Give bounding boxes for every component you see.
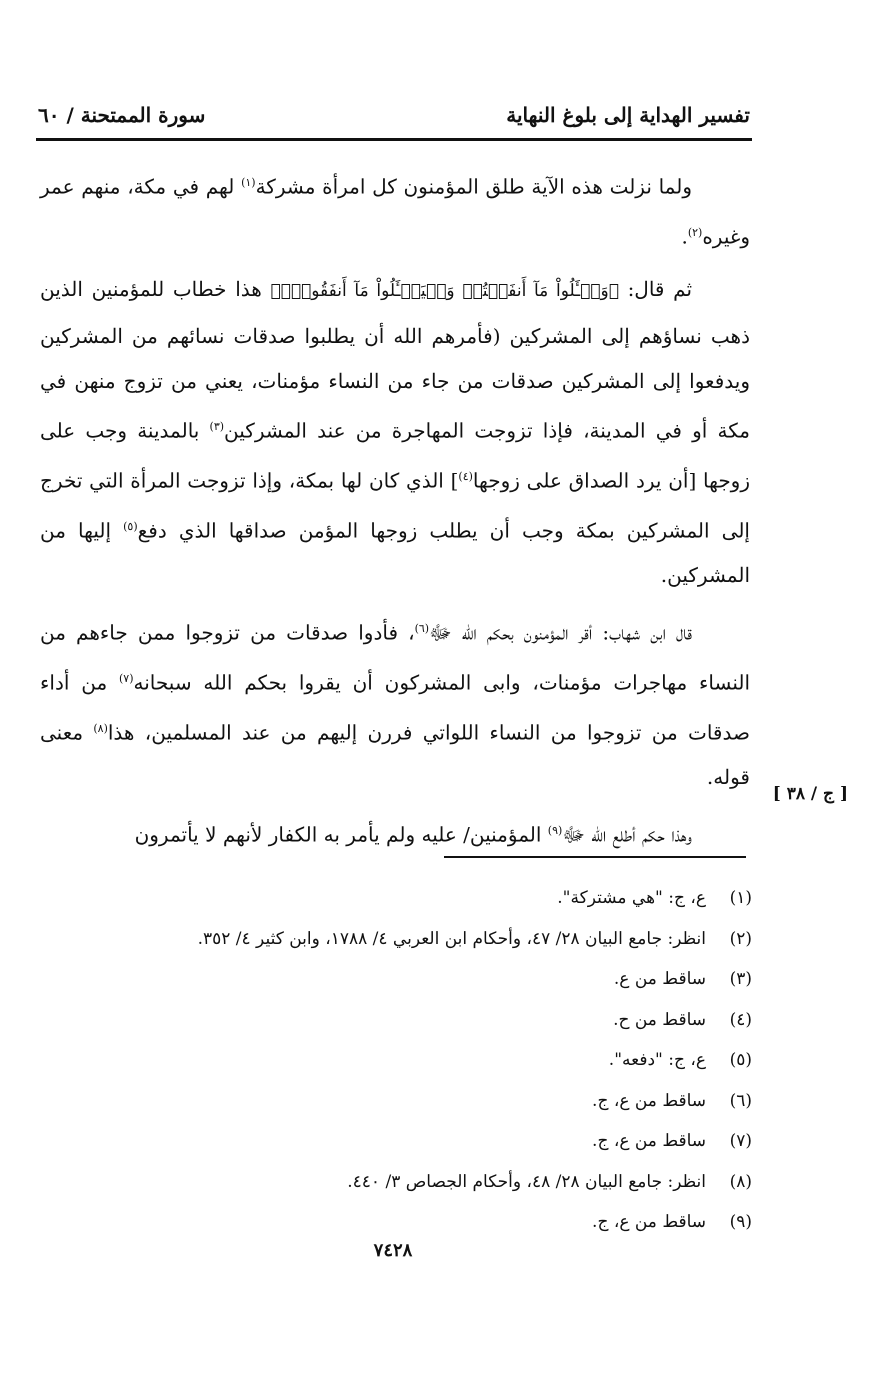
footnote-marker: (٤) [458, 469, 473, 483]
book-title: تفسير الهداية إلى بلوغ النهاية [506, 103, 750, 127]
footnote-item [40, 1000, 752, 1041]
text-run: معنى قوله. [40, 720, 750, 790]
paragraph [40, 808, 750, 858]
footnote-item [40, 1121, 752, 1162]
text-run: ] الذي كان لها بمكة، وإذا تزوجت المرأة التي تخرج إلى المشركين بمكة وجب أن يطلب زوجها المؤمن صداقها الذي دفع [40, 468, 750, 543]
footnote-item [40, 919, 752, 960]
text-run: بالمدينة وجب على زوجها [أن يرد الصداق على زوجها [40, 418, 750, 493]
page-number: ٧٤٢٨ [373, 1240, 413, 1261]
text-run: ، فأدوا صدقات من تزوجوا ممن جاءهم من النساء مهاجرات مؤمنات، وابى المشركون أن يقروا بحكم الله سبحانه [40, 620, 750, 695]
footnote-separator [444, 856, 746, 858]
footnote-text: انظر: جامع البيان ٢٨/ ٤٨، وأحكام الجصاص ٣/ ٤٤٠. [347, 1171, 706, 1192]
footnote-marker: (٦) [414, 622, 430, 636]
footnote-item [40, 1081, 752, 1122]
footnote-marker: (٧) [119, 671, 134, 685]
quran-quote: ﴿وَسۡـَٔلُواْ مَآ أَنفَقۡتُمۡ وَلۡيَسۡـَٔلُواْ مَآ أَنفَقُواْۚ﴾ [270, 281, 619, 302]
paragraph [40, 267, 750, 598]
footnote-marker: (٥) [123, 519, 138, 533]
surah-label: سورة الممتحنة / ٦٠ [38, 103, 206, 127]
text-run: إليها من المشركين. [40, 518, 750, 588]
footnote-marker: (٩) [547, 824, 563, 838]
footnote-number: (٤) [729, 1009, 752, 1030]
footnote-text: ساقط من ع. [613, 969, 706, 989]
footnote-number: (٧) [729, 1131, 752, 1151]
footnote-marker: (٨) [93, 721, 108, 735]
text-run: وهذا حكم أطلع الله ﷻ [562, 822, 692, 847]
text-run: من أداء صدقات من تزوجوا من النساء اللواتي فررن إليهم من عند المسلمين، هذا [40, 670, 750, 745]
footnotes [40, 878, 752, 1243]
footnote-number: (٨) [729, 1171, 752, 1192]
footnote-item [40, 1202, 752, 1243]
text-run: المؤمنين/ عليه ولم يأمر به الكفار لأنهم لا يأتمرون [134, 822, 548, 847]
footnote-text: ساقط من ع، ج. [592, 1131, 706, 1151]
paragraph [40, 160, 750, 259]
footnote-number: (٥) [729, 1050, 752, 1070]
text-run: ثم قال: [618, 277, 693, 302]
text-run: . [681, 224, 688, 249]
manuscript-folio-note: [ ج / ٣٨ ] [772, 784, 848, 804]
text-run: قال ابن شهاب: أقر المؤمنون بحكم الله ﷻ [429, 620, 692, 645]
footnote-item [40, 878, 752, 919]
footnote-marker: (١) [241, 176, 256, 189]
footnote-text: ع، ج: "هي مشتركة". [557, 888, 706, 908]
text-run: لهم في مكة، منهم عمر وغيره [40, 174, 750, 249]
footnote-number: (٦) [729, 1090, 752, 1111]
footnote-item [40, 1162, 752, 1203]
footnote-item [40, 959, 752, 1000]
text-run: ولما نزلت هذه الآية طلق المؤمنون كل امرأة مشركة [255, 174, 693, 199]
text-run: هذا خطاب للمؤمنين الذين ذهب نساؤهم إلى المشركين (فأمرهم الله أن يطلبوا صدقات نسائهم من المشركين ويدفعوا إلى المشركين صدقات من جاء من النساء مؤمنات، يعني من تزوج منهن في مكة أو في المدينة، فإذا تزوجت المهاجرة من عند المشركين [40, 277, 750, 443]
footnote-marker: (٢) [687, 225, 703, 239]
footnote-number: (٢) [729, 928, 752, 949]
footnote-text: ساقط من ع، ج. [592, 1090, 706, 1111]
footnote-item [40, 1040, 752, 1081]
footnote-text: ساقط من ع، ج. [592, 1212, 706, 1232]
footnote-number: (١) [729, 888, 752, 908]
footnote-text: ساقط من ح. [613, 1009, 706, 1030]
footnote-number: (٩) [729, 1212, 752, 1232]
footnote-number: (٣) [729, 969, 752, 989]
main-text [40, 160, 750, 866]
footnote-marker: (٣) [209, 420, 225, 434]
header-rule [36, 138, 752, 141]
footnote-text: ع، ج: "دفعه". [608, 1050, 706, 1070]
running-header [38, 96, 750, 134]
footnote-text: انظر: جامع البيان ٢٨/ ٤٧، وأحكام ابن العربي ٤/ ١٧٨٨، وابن كثير ٤/ ٣٥٢. [197, 928, 706, 949]
paragraph [40, 606, 750, 800]
